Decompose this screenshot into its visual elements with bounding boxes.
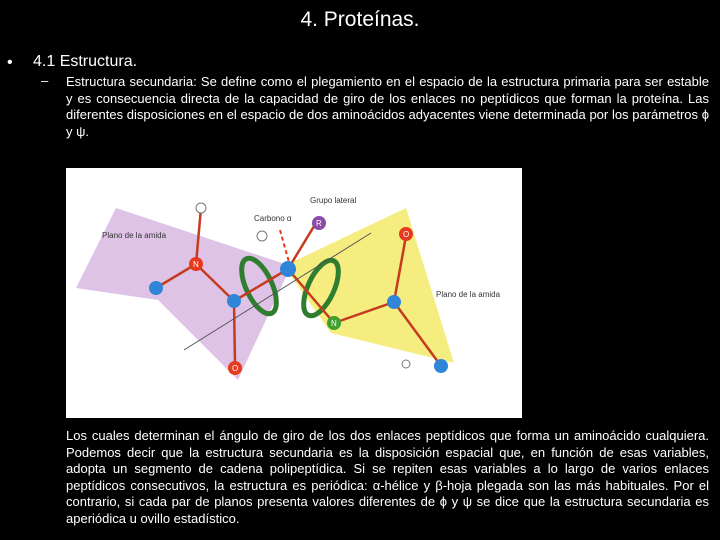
- carbon-atom: [387, 295, 401, 309]
- bullet-marker: •: [7, 54, 13, 71]
- label-plano-amida-left: Plano de la amida: [102, 231, 167, 240]
- carbon-pointer-arrow: [280, 230, 289, 262]
- dash-marker: –: [41, 73, 49, 88]
- hydrogen-atom: [196, 203, 206, 213]
- atom-letter-n: N: [193, 260, 199, 269]
- label-carbono-alfa: Carbono α: [254, 214, 292, 223]
- carbon-atom: [149, 281, 163, 295]
- alpha-carbon-atom: [280, 261, 296, 277]
- label-grupo-lateral: Grupo lateral: [310, 196, 357, 205]
- paragraph-secondary-structure: Estructura secundaria: Se define como el plegamiento en el espacio de la estructura primaria para ser estable y es consecuencia directa de la capacidad de giro de los enlaces no peptídicos que forman la proteína. Las diferentes disposiciones en el espacio de dos aminoácidos adyacentes viene determinada por los parámetros ϕ y ψ.: [66, 74, 709, 139]
- atom-letter-o: O: [232, 364, 239, 373]
- peptide-bond-figure: [66, 168, 522, 418]
- slide-title: 4. Proteínas.: [300, 8, 420, 31]
- hydrogen-atom: [402, 360, 410, 368]
- peptide-diagram: [66, 168, 522, 418]
- atom-letter-n: N: [331, 319, 337, 328]
- label-plano-amida-right: Plano de la amida: [436, 290, 501, 299]
- carbon-atom: [434, 359, 448, 373]
- section-heading: 4.1 Estructura.: [33, 53, 138, 70]
- paragraph-phi-psi-explanation: Los cuales determinan el ángulo de giro de los dos enlaces peptídicos que forma un aminoácido cualquiera. Podemos decir que la estructura secundaria es la disposición espacial que, en función de esas variables, adopta un segmento de cadena polipeptídica. Si se repiten esas variables a lo largo de varios enlaces peptídicos consecutivos, la estructura es periódica: α-hélice y β-hoja plegada son las más habituales. Por el contrario, si cada par de planos presenta valores diferentes de ϕ y ψ se dice que la estructura secundaria es aperiódica u ovillo estadístico.: [66, 428, 709, 526]
- hydrogen-atom: [257, 231, 267, 241]
- carbon-atom: [227, 294, 241, 308]
- atom-letter-o: O: [403, 230, 410, 239]
- atom-letter-r: R: [316, 219, 322, 228]
